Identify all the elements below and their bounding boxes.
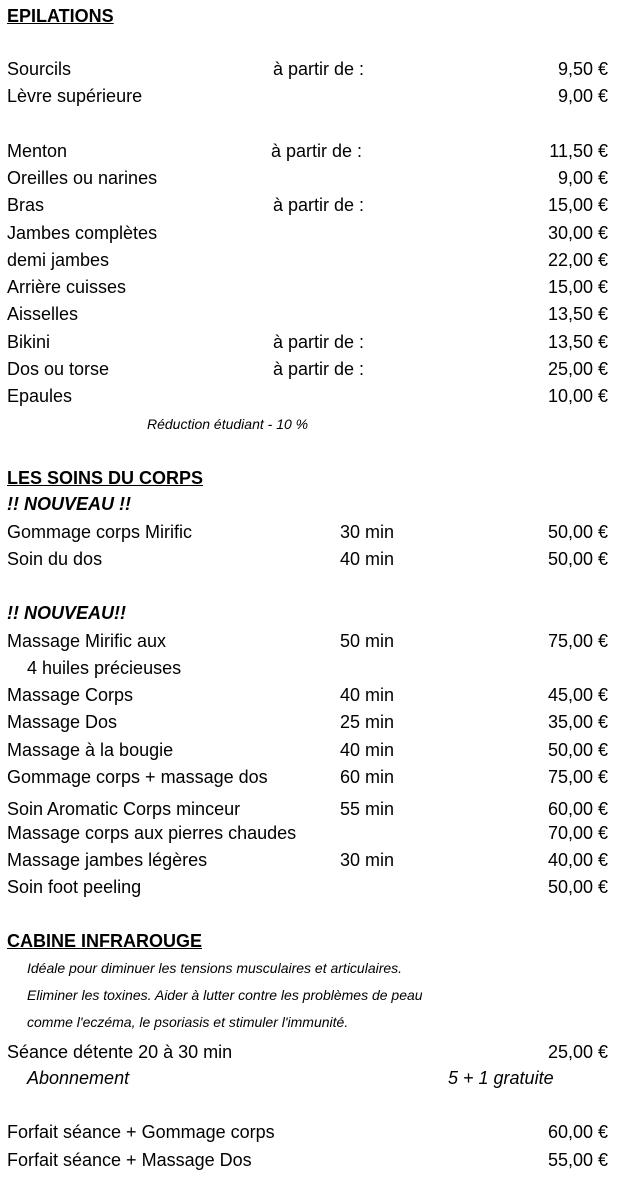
- soins-title: LES SOINS DU CORPS: [7, 468, 204, 488]
- soin-name: Massage Dos: [7, 712, 118, 732]
- epilation-name: Epaules: [7, 386, 73, 406]
- soin-price: 50,00 €: [547, 522, 608, 542]
- soin-duration: 40 min: [340, 549, 395, 569]
- epilation-price: 10,00 €: [547, 386, 608, 406]
- epilation-price: 15,00 €: [547, 195, 608, 215]
- epilation-name: Jambes complètes: [7, 223, 158, 243]
- soin-name: Soin foot peeling: [7, 877, 142, 897]
- student-discount: Réduction étudiant - 10 %: [147, 416, 309, 432]
- soin-price: 75,00 €: [547, 631, 608, 651]
- soin-duration: 60 min: [340, 767, 395, 787]
- epilation-price: 9,50 €: [557, 59, 608, 79]
- cabine-description: Idéale pour diminuer les tensions musculaires et articulaires.: [27, 960, 403, 976]
- cabine-title: CABINE INFRAROUGE: [7, 931, 203, 951]
- epilation-name: Aisselles: [7, 304, 79, 324]
- soin-duration: 40 min: [340, 740, 395, 760]
- epilation-name: Menton: [7, 141, 68, 161]
- epilations-title: EPILATIONS: [7, 6, 114, 26]
- epilation-price: 11,50 €: [549, 141, 608, 161]
- epilation-name: Dos ou torse: [7, 359, 110, 379]
- soin-price: 35,00 €: [547, 712, 608, 732]
- soin-price: 50,00 €: [547, 740, 608, 760]
- epilation-price: 15,00 €: [547, 277, 608, 297]
- epilation-price: 25,00 €: [547, 359, 608, 379]
- seance-name: Séance détente 20 à 30 min: [7, 1042, 233, 1062]
- soin-name: Massage Corps: [7, 685, 134, 705]
- seance-price: 25,00 €: [547, 1042, 608, 1062]
- soin-duration: 40 min: [340, 685, 395, 705]
- soin-duration: 25 min: [340, 712, 395, 732]
- epilation-name: Arrière cuisses: [7, 277, 127, 297]
- epilation-name: Lèvre supérieure: [7, 86, 143, 106]
- cabine-description: Eliminer les toxines. Aider à lutter contre les problèmes de peau: [27, 987, 423, 1003]
- forfait-price: 60,00 €: [547, 1122, 608, 1142]
- soin-duration: 50 min: [340, 631, 395, 651]
- cabine-description: comme l'eczéma, le psoriasis et stimuler l'immunité.: [27, 1014, 349, 1030]
- soin-price: 70,00 €: [547, 823, 608, 843]
- soin-name: Massage à la bougie: [7, 740, 174, 760]
- epilation-name: Bras: [7, 195, 45, 215]
- epilation-name: Sourcils: [7, 59, 72, 79]
- epilation-price: 13,50 €: [547, 332, 608, 352]
- epilation-price: 13,50 €: [547, 304, 608, 324]
- soin-price: 50,00 €: [547, 549, 608, 569]
- epilation-price: 9,00 €: [557, 86, 608, 106]
- soin-name: Gommage corps Mirific: [7, 522, 193, 542]
- epilation-note: à partir de :: [273, 59, 365, 79]
- soin-name: Soin du dos: [7, 549, 103, 569]
- new-badge: !! NOUVEAU!!: [7, 603, 126, 623]
- epilation-price: 22,00 €: [547, 250, 608, 270]
- soin-price: 50,00 €: [547, 877, 608, 897]
- epilation-name: Bikini: [7, 332, 51, 352]
- forfait-price: 55,00 €: [547, 1150, 608, 1170]
- new-badge: !! NOUVEAU !!: [7, 494, 131, 514]
- epilation-price: 30,00 €: [547, 223, 608, 243]
- abonnement-value: 5 + 1 gratuite: [448, 1068, 554, 1088]
- soin-name-continued: 4 huiles précieuses: [27, 658, 182, 678]
- soin-duration: 55 min: [340, 799, 395, 819]
- soin-name: Massage corps aux pierres chaudes: [7, 823, 297, 843]
- soin-price: 60,00 €: [547, 799, 608, 819]
- soin-name: Soin Aromatic Corps minceur: [7, 799, 241, 819]
- soin-price: 75,00 €: [547, 767, 608, 787]
- epilation-price: 9,00 €: [557, 168, 608, 188]
- soin-price: 45,00 €: [547, 685, 608, 705]
- epilation-note: à partir de :: [271, 141, 363, 161]
- soin-name: Gommage corps + massage dos: [7, 767, 268, 787]
- epilation-name: demi jambes: [7, 250, 110, 270]
- soin-name: Massage Mirific aux: [7, 631, 167, 651]
- epilation-name: Oreilles ou narines: [7, 168, 158, 188]
- soin-name: Massage jambes légères: [7, 850, 208, 870]
- epilation-note: à partir de :: [273, 359, 365, 379]
- soin-duration: 30 min: [340, 850, 395, 870]
- soin-price: 40,00 €: [547, 850, 608, 870]
- forfait-name: Forfait séance + Gommage corps: [7, 1122, 275, 1142]
- forfait-name: Forfait séance + Massage Dos: [7, 1150, 252, 1170]
- epilation-note: à partir de :: [273, 332, 365, 352]
- soin-duration: 30 min: [340, 522, 395, 542]
- epilation-note: à partir de :: [273, 195, 365, 215]
- abonnement-label: Abonnement: [27, 1068, 130, 1088]
